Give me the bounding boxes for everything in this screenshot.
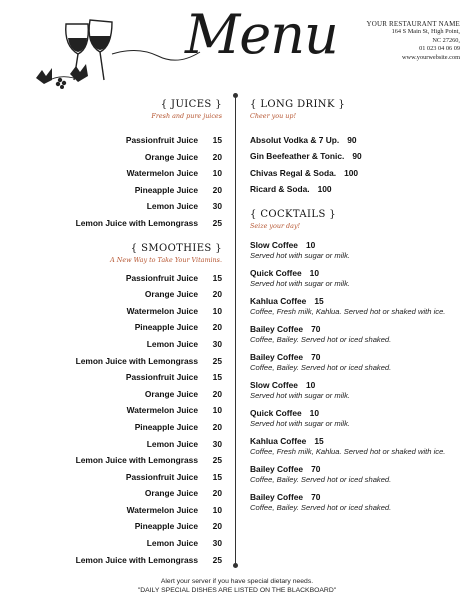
menu-item: Lemon Juice 30 xyxy=(146,201,222,212)
address-line-2: NC 27260, xyxy=(432,36,460,44)
footer-specials-note: "DAILY SPECIAL DISHES ARE LISTED ON THE BLACKBOARD" xyxy=(137,587,337,594)
smoothies-subtitle: A New Way to Take Your Vitamins. xyxy=(110,255,222,264)
cocktails-title: { COCKTAILS } xyxy=(250,208,337,220)
grape-leaf-icon xyxy=(30,60,100,90)
menu-item: Gin Beefeather & Tonic. 90 xyxy=(250,151,362,162)
restaurant-address-block xyxy=(366,20,460,62)
address-line-1: 164 S Main St, High Point, xyxy=(391,28,460,36)
menu-item: Passionfruit Juice 15 xyxy=(125,471,222,482)
juices-list xyxy=(50,132,222,232)
menu-item: Bailey Coffee 70 Coffee, Bailey. Served hot or iced shaked. xyxy=(250,351,392,372)
center-divider xyxy=(235,97,236,565)
cocktails-list xyxy=(250,240,460,513)
menu-item: Pineapple Juice 20 xyxy=(134,421,222,432)
menu-item: Absolut Vodka & 7 Up. 90 xyxy=(250,135,357,145)
menu-item: Watermelon Juice 10 xyxy=(126,305,222,316)
menu-item: Pineapple Juice 20 xyxy=(134,322,222,333)
menu-item: Lemon Juice 30 xyxy=(146,338,222,349)
menu-item: Pineapple Juice 20 xyxy=(134,184,222,195)
menu-item: Orange Juice 20 xyxy=(144,488,222,499)
menu-item: Lemon Juice with Lemongrass 25 xyxy=(75,217,222,228)
menu-item: Orange Juice 20 xyxy=(144,388,222,399)
menu-item: Orange Juice 20 xyxy=(144,289,222,300)
menu-item: Orange Juice 20 xyxy=(144,151,222,162)
menu-item: Quick Coffee 10 Served hot with sugar or milk. xyxy=(250,407,351,428)
menu-item: Slow Coffee 10 Served hot with sugar or milk. xyxy=(250,379,351,400)
menu-item: Kahlua Coffee 15 Coffee, Fresh milk, Kahlua. Served hot or shaked with ice. xyxy=(250,295,446,316)
menu-item: Passionfruit Juice 15 xyxy=(125,372,222,383)
phone-number: 01 023 04 06 09 xyxy=(419,45,460,53)
smoothies-title: { SMOOTHIES } xyxy=(130,242,222,254)
website: www.yourwebsite.com xyxy=(402,53,460,61)
menu-item: Bailey Coffee 70 Coffee, Bailey. Served hot or iced shaked. xyxy=(250,323,392,344)
menu-item: Watermelon Juice 10 xyxy=(126,504,222,515)
left-column xyxy=(50,98,222,568)
menu-item: Passionfruit Juice 15 xyxy=(125,272,222,283)
long-drink-subtitle: Cheer you up! xyxy=(250,112,297,120)
footer-dietary-note: Alert your server if you have special dietary needs. xyxy=(160,578,314,585)
menu-item: Chivas Regal & Soda. 100 xyxy=(250,167,359,178)
menu-item: Watermelon Juice 10 xyxy=(126,405,222,416)
menu-title: Menu xyxy=(185,3,338,66)
menu-item: Bailey Coffee 70 Coffee, Bailey. Served hot or iced shaked. xyxy=(250,491,392,512)
right-column xyxy=(250,98,460,520)
divider-bottom-dot xyxy=(233,563,238,568)
menu-item: Passionfruit Juice 15 xyxy=(125,135,222,145)
menu-item: Bailey Coffee 70 Coffee, Bailey. Served hot or iced shaked. xyxy=(250,463,392,484)
menu-item: Lemon Juice 30 xyxy=(146,538,222,549)
restaurant-name: YOUR RESTAURANT NAME xyxy=(366,20,460,28)
menu-item: Lemon Juice 30 xyxy=(146,438,222,449)
menu-item: Quick Coffee 10 Served hot with sugar or milk. xyxy=(250,267,351,288)
juices-subtitle: Fresh and pure juices xyxy=(151,112,222,120)
footer xyxy=(0,577,474,595)
juices-title: { JUICES } xyxy=(160,99,222,110)
menu-item: Lemon Juice with Lemongrass 25 xyxy=(75,355,222,366)
menu-item: Ricard & Soda. 100 xyxy=(250,184,332,195)
cocktails-subtitle: Seize your day! xyxy=(250,221,301,230)
menu-item: Lemon Juice with Lemongrass 25 xyxy=(75,455,222,466)
menu-item: Pineapple Juice 20 xyxy=(134,521,222,532)
menu-item: Watermelon Juice 10 xyxy=(126,168,222,179)
menu-item: Lemon Juice with Lemongrass 25 xyxy=(75,554,222,565)
smoothies-list xyxy=(50,270,222,569)
long-drink-title: { LONG DRINK } xyxy=(250,99,346,110)
long-drink-list xyxy=(250,132,460,198)
menu-item: Kahlua Coffee 15 Coffee, Fresh milk, Kahlua. Served hot or shaked with ice. xyxy=(250,435,446,456)
menu-item: Slow Coffee 10 Served hot with sugar or milk. xyxy=(250,239,351,260)
